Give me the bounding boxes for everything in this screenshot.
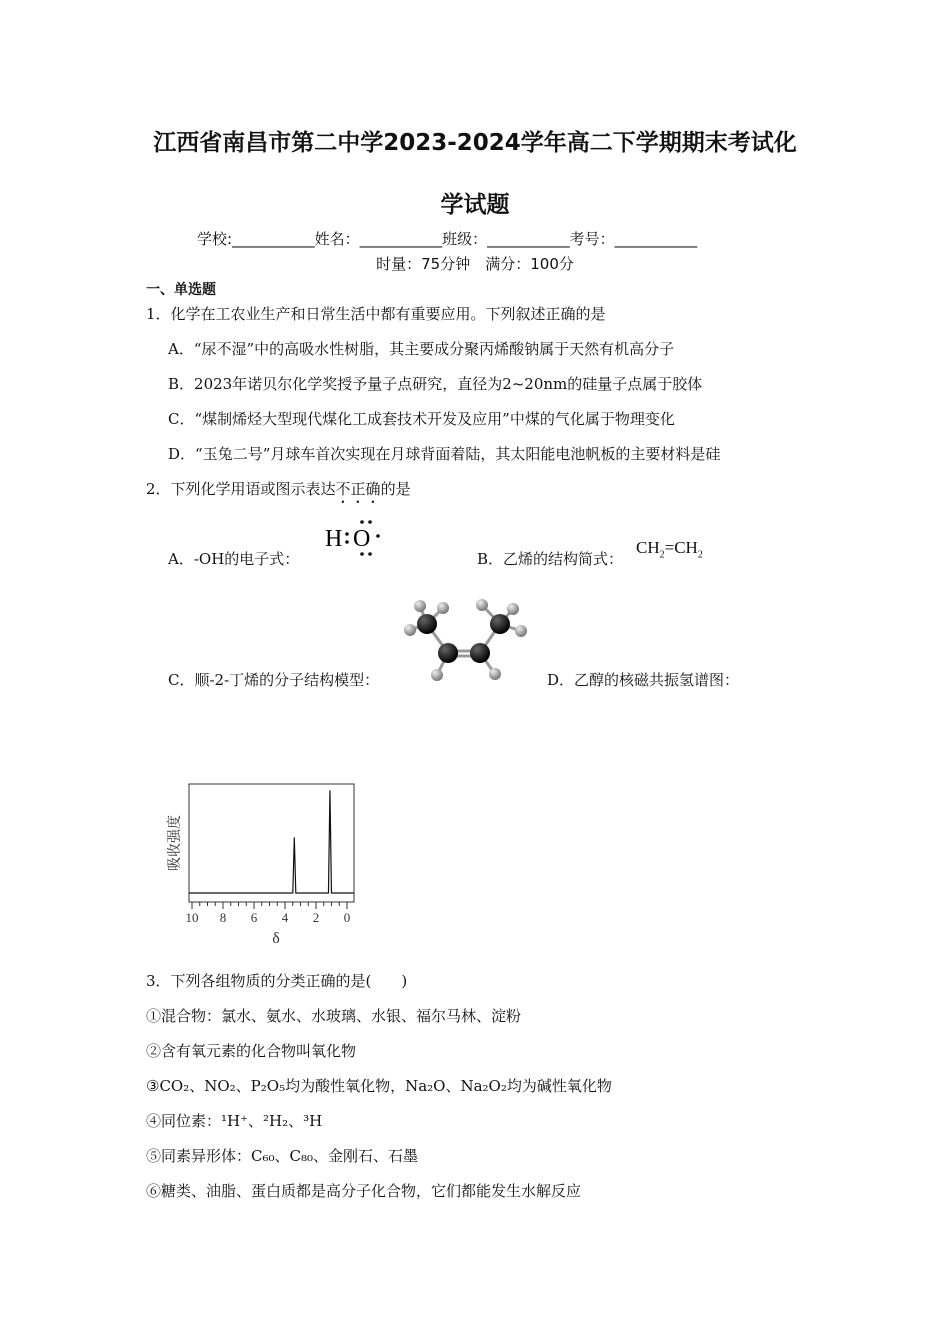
- q3-item-5: ⑤同素异形体：C₆₀、C₈₀、金刚石、石墨: [146, 1147, 419, 1165]
- ball-stick-model: [396, 596, 532, 682]
- cis-2-butene-model: [396, 596, 532, 682]
- hydrogen-symbol: H: [325, 526, 343, 552]
- q2-stem: 2．下列化学用语或图示表达不正确的是: [146, 480, 411, 498]
- radical-dot: [376, 534, 380, 538]
- hydrogen-atom: [414, 600, 426, 612]
- lone-pair-dot: [360, 552, 364, 556]
- hydrogen-atom: [437, 602, 449, 614]
- hydroxyl-electron-formula: [323, 516, 389, 560]
- x-tick-label: 0: [343, 910, 351, 925]
- q1-option-b: B．2023年诺贝尔化学奖授予量子点研究，直径为2~20nm的硅量子点属于胶体: [168, 375, 703, 393]
- oxygen-symbol: O: [353, 526, 371, 552]
- name-label: 姓名：: [314, 230, 360, 248]
- hydrogen-atom: [507, 603, 519, 615]
- x-tick-label: 2: [312, 910, 320, 925]
- nmr-spectrum: [160, 776, 370, 948]
- q3-stem: 3．下列各组物质的分类正确的是( ): [146, 972, 408, 990]
- q3-item-4: ④同位素：¹H⁺、²H₂、³H: [146, 1112, 323, 1130]
- nmr-chart: [160, 776, 370, 948]
- lone-pair-dot: [368, 552, 372, 556]
- carbon-atom: [490, 614, 510, 634]
- exam-no-label: 考号：: [569, 230, 615, 248]
- hydrogen-atom: [476, 599, 488, 611]
- class-label: 班级：: [442, 230, 488, 248]
- x-tick-label: 8: [219, 910, 227, 925]
- carbon-atom: [470, 643, 490, 663]
- x-axis-label: δ: [272, 930, 280, 947]
- q1-option-d: D．“玉兔二号”月球车首次实现在月球背面着陆，其太阳能电池帆板的主要材料是硅: [168, 445, 721, 463]
- bond-dot: [345, 532, 349, 536]
- q3-item-2: ②含有氧元素的化合物叫氧化物: [146, 1042, 357, 1060]
- class-blank[interactable]: ___________: [487, 230, 570, 248]
- school-blank[interactable]: ___________: [232, 230, 315, 248]
- electron-dot-diagram: [323, 516, 389, 560]
- y-axis-label: 吸收强度: [167, 815, 183, 871]
- lone-pair-dot: [360, 520, 364, 524]
- q1-stem: 1．化学在工农业生产和日常生活中都有重要应用。下列叙述正确的是: [146, 305, 606, 323]
- time-info: 时量：75分钟 满分：100分: [376, 255, 574, 273]
- x-tick-label: 6: [250, 910, 258, 925]
- spectrum-line: [189, 790, 354, 893]
- q2-emphasis: 不正确: [335, 480, 381, 498]
- hydrogen-atom: [404, 624, 416, 636]
- carbon-atom: [438, 643, 458, 663]
- bond-dot: [345, 540, 349, 544]
- exam-no-blank[interactable]: ___________: [614, 230, 698, 248]
- hydrogen-atom: [431, 669, 443, 681]
- q2-option-b: B．乙烯的结构简式：: [477, 550, 624, 568]
- x-tick-label: 10: [185, 910, 199, 925]
- q2-option-a: A．-OH的电子式：: [168, 550, 300, 568]
- q2-option-c: C．顺-2-丁烯的分子结构模型：: [168, 671, 380, 689]
- page-title-line2: 学试题: [440, 192, 510, 218]
- info-fields: [197, 228, 697, 249]
- hydrogen-atom: [515, 625, 527, 637]
- section-heading: 一、单选题: [146, 282, 216, 298]
- hydrogen-atom: [489, 668, 501, 680]
- name-blank[interactable]: ___________: [359, 230, 443, 248]
- q2-option-d: D．乙醇的核磁共振氢谱图：: [547, 671, 740, 689]
- school-label: 学校:: [197, 230, 233, 248]
- x-tick-label: 4: [281, 910, 289, 925]
- q3-item-1: ①混合物：氯水、氨水、水玻璃、水银、福尔马林、淀粉: [146, 1007, 522, 1025]
- ethylene-formula: $CH_2=CH_2$: [636, 538, 703, 561]
- carbon-atom: [417, 614, 437, 634]
- q1-option-a: A．“尿不湿”中的高吸水性树脂，其主要成分聚丙烯酸钠属于天然有机高分子: [168, 340, 675, 358]
- q1-option-c: C．“煤制烯烃大型现代煤化工成套技术开发及应用”中煤的气化属于物理变化: [168, 410, 675, 428]
- lone-pair-dot: [368, 520, 372, 524]
- q3-item-3: ③CO₂、NO₂、P₂O₅均为酸性氧化物，Na₂O、Na₂O₂均为碱性氧化物: [146, 1077, 612, 1095]
- page-title: 江西省南昌市第二中学2023-2024学年高二下学期期末考试化: [153, 130, 797, 156]
- q3-item-6: ⑥糖类、油脂、蛋白质都是高分子化合物，它们都能发生水解反应: [146, 1182, 582, 1200]
